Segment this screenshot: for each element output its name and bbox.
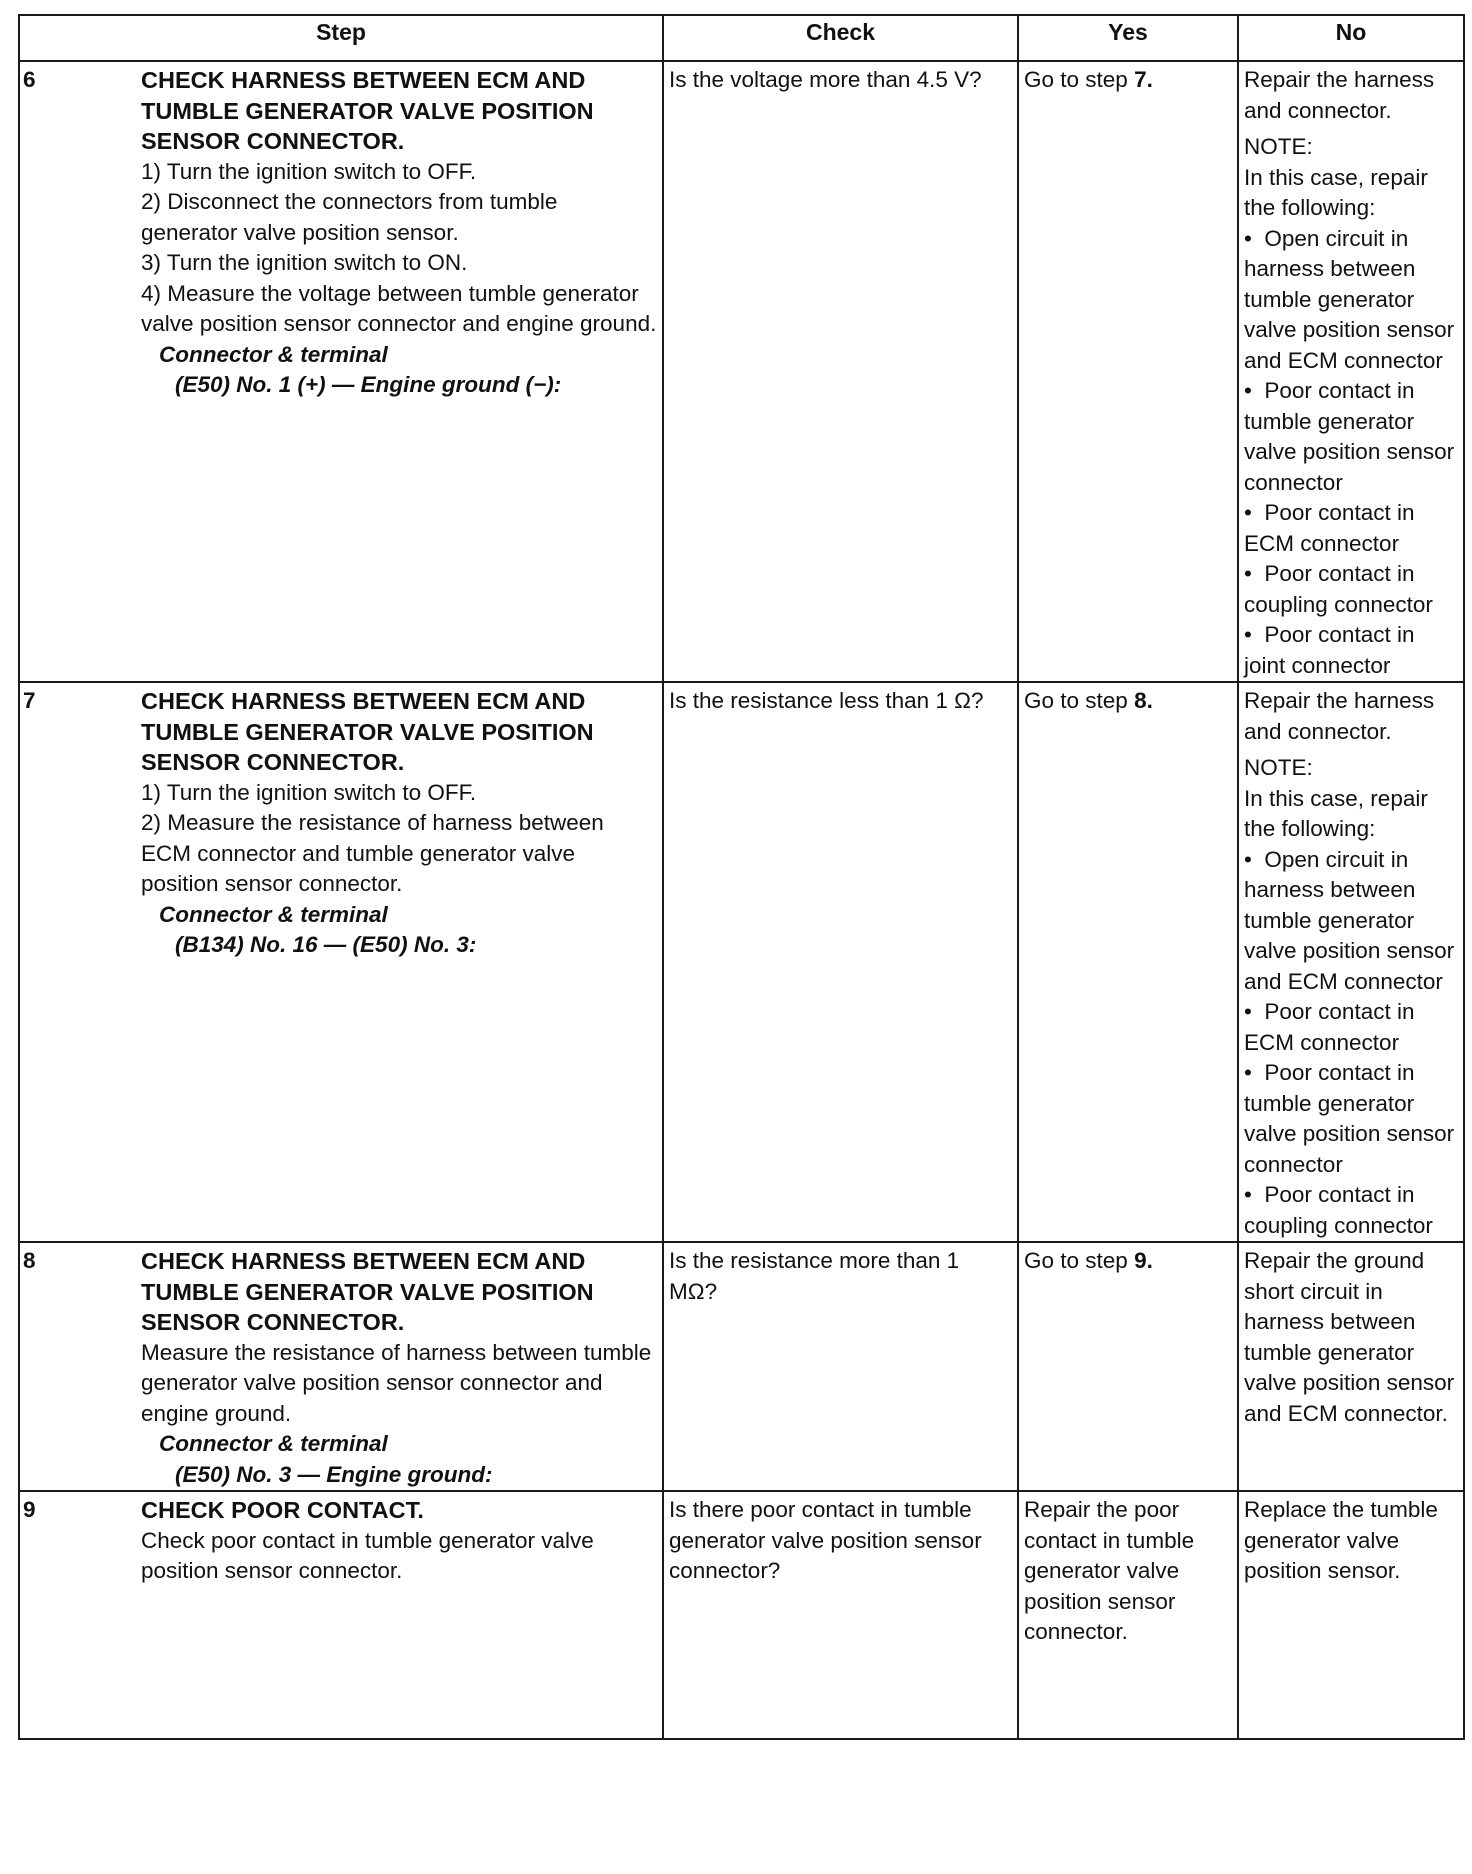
no-item: • Poor contact in tumble generator valve position sensor connector <box>1244 378 1455 495</box>
yes-step: 8. <box>1134 688 1153 713</box>
no-cell <box>1238 61 1464 682</box>
step-line: 4) Measure the voltage between tumble generator valve position sensor connector and engine ground. <box>141 280 657 336</box>
no-item: • Poor contact in joint connector <box>1244 622 1415 678</box>
no-main: Repair the harness and connector. <box>1244 67 1435 123</box>
step-line: 3) Turn the ignition switch to ON. <box>141 250 468 275</box>
step-cell <box>19 1491 663 1739</box>
no-cell <box>1238 1491 1464 1739</box>
no-item: • Poor contact in ECM connector <box>1244 500 1415 556</box>
check-cell: Is the resistance less than 1 Ω? <box>663 682 1018 1242</box>
connector-terminal-value: (B134) No. 16 — (E50) No. 3: <box>175 932 477 957</box>
step-number: 7 <box>23 688 36 713</box>
step-title: CHECK HARNESS BETWEEN ECM AND TUMBLE GENERATOR VALVE POSITION SENSOR CONNECTOR. <box>141 1248 594 1335</box>
note-label: NOTE: <box>1244 134 1313 159</box>
step-number: 8 <box>23 1248 36 1273</box>
header-no: No <box>1238 15 1464 61</box>
connector-terminal-value: (E50) No. 1 (+) — Engine ground (−): <box>175 372 562 397</box>
table-row <box>19 1242 1464 1491</box>
yes-prefix: Go to step <box>1024 67 1135 92</box>
connector-terminal-label: Connector & terminal <box>159 1431 388 1456</box>
note-intro: In this case, repair the following: <box>1244 785 1428 841</box>
table-row <box>19 682 1464 1242</box>
yes-cell <box>1018 682 1238 1242</box>
no-cell <box>1238 682 1464 1242</box>
step-number: 6 <box>23 67 36 92</box>
yes-cell <box>1018 1242 1238 1491</box>
step-cell <box>19 682 663 1242</box>
step-line: 1) Turn the ignition switch to OFF. <box>141 158 477 184</box>
header-step: Step <box>19 15 663 61</box>
table-row <box>19 61 1464 682</box>
yes-prefix: Go to step <box>1024 1248 1135 1273</box>
no-item: • Poor contact in tumble generator valve position sensor connector <box>1244 1060 1455 1177</box>
step-cell <box>19 1242 663 1491</box>
yes-prefix: Go to step <box>1024 688 1135 713</box>
connector-terminal-value: (E50) No. 3 — Engine ground: <box>175 1461 493 1487</box>
yes-step: 9. <box>1134 1248 1153 1273</box>
note-intro: In this case, repair the following: <box>1244 164 1428 220</box>
step-title: CHECK HARNESS BETWEEN ECM AND TUMBLE GENERATOR VALVE POSITION SENSOR CONNECTOR. <box>141 688 594 775</box>
no-main: Repair the ground short circuit in harness between tumble generator valve position sensor and ECM connector. <box>1244 1248 1455 1426</box>
check-cell: Is there poor contact in tumble generator valve position sensor connector? <box>663 1491 1018 1739</box>
diagnostic-table <box>18 14 1465 1740</box>
step-line: 2) Disconnect the connectors from tumble generator valve position sensor. <box>141 189 558 245</box>
no-cell <box>1238 1242 1464 1491</box>
yes-cell: Repair the poor contact in tumble generator valve position sensor connector. <box>1018 1491 1238 1739</box>
no-main: Replace the tumble generator valve position sensor. <box>1244 1497 1438 1583</box>
header-check: Check <box>663 15 1018 61</box>
step-line: 2) Measure the resistance of harness between ECM connector and tumble generator valve position sensor connector. <box>141 810 604 896</box>
no-main: Repair the harness and connector. <box>1244 688 1435 744</box>
step-title: CHECK POOR CONTACT. <box>141 1497 424 1523</box>
yes-step: 7. <box>1134 67 1153 92</box>
step-line: Measure the resistance of harness between tumble generator valve position sensor connector and engine ground. <box>141 1339 652 1426</box>
no-item: • Open circuit in harness between tumble generator valve position sensor and ECM connector <box>1244 846 1455 994</box>
note-label: NOTE: <box>1244 755 1313 780</box>
connector-terminal-label: Connector & terminal <box>159 901 388 927</box>
no-item: • Poor contact in coupling connector <box>1244 561 1433 617</box>
step-line: 1) Turn the ignition switch to OFF. <box>141 779 477 805</box>
no-item: • Poor contact in coupling connector <box>1244 1182 1433 1238</box>
check-cell: Is the resistance more than 1 MΩ? <box>663 1242 1018 1491</box>
step-line: Check poor contact in tumble generator valve position sensor connector. <box>141 1527 594 1583</box>
step-title: CHECK HARNESS BETWEEN ECM AND TUMBLE GENERATOR VALVE POSITION SENSOR CONNECTOR. <box>141 67 594 154</box>
connector-terminal-label: Connector & terminal <box>159 341 388 367</box>
table-row <box>19 1491 1464 1739</box>
header-row <box>19 15 1464 61</box>
header-yes: Yes <box>1018 15 1238 61</box>
no-item: • Open circuit in harness between tumble generator valve position sensor and ECM connector <box>1244 225 1455 373</box>
step-cell <box>19 61 663 682</box>
step-number: 9 <box>23 1497 36 1522</box>
yes-cell <box>1018 61 1238 682</box>
no-item: • Poor contact in ECM connector <box>1244 999 1415 1055</box>
check-cell: Is the voltage more than 4.5 V? <box>663 61 1018 682</box>
